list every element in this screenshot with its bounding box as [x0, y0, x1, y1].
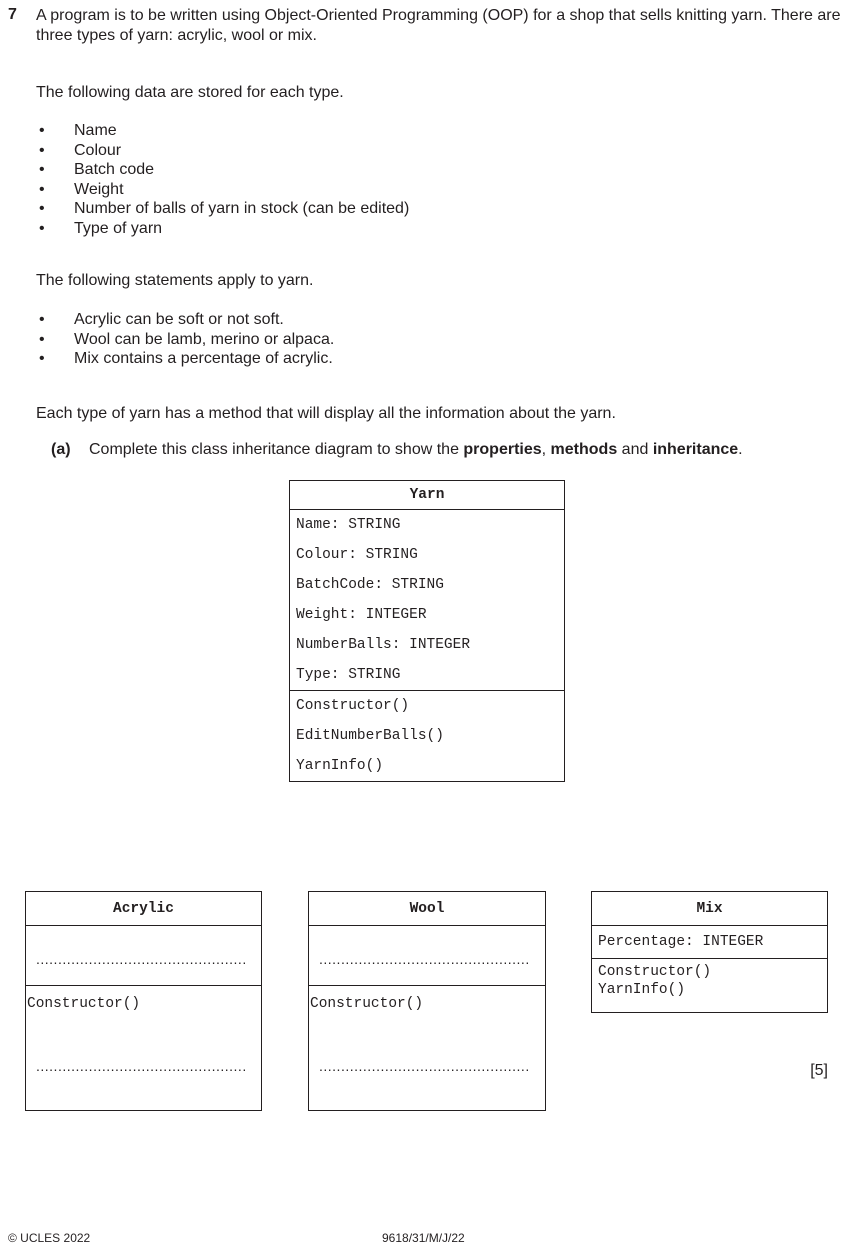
footer-copyright: © UCLES 2022 [8, 1231, 91, 1245]
acrylic-class-box [25, 891, 262, 1111]
bullet-icon: • [39, 200, 45, 217]
bullet-icon: • [39, 161, 45, 178]
acrylic-class-title: Acrylic [26, 892, 261, 926]
yarn-method: EditNumberBalls() [296, 728, 444, 744]
question-number: 7 [8, 6, 17, 23]
statements-intro: The following statements apply to yarn. [36, 272, 314, 289]
wool-class-title: Wool [309, 892, 545, 926]
bullet-icon: • [39, 219, 45, 237]
acrylic-method-answer-line[interactable]: ................................................ [36, 1058, 247, 1074]
list-item: • Name [39, 122, 117, 139]
wool-methods-divider [309, 985, 545, 986]
method-description: Each type of yarn has a method that will display all the information about the yarn. [36, 405, 616, 422]
yarn-property: Type: STRING [296, 667, 401, 683]
list-item: • Type of yarn [39, 219, 163, 237]
statements-list [36, 310, 334, 369]
list-item: • Number of balls of yarn in stock (can be edited) [39, 200, 410, 217]
mix-method: YarnInfo() [598, 982, 686, 998]
part-a-instruction: Complete this class inheritance diagram to show the properties, methods and inheritance. [89, 441, 743, 458]
question-intro: A program is to be written using Object-Oriented Programming (OOP) for a shop that sells knitting yarn. There are three types of yarn: acrylic, wool or mix. [36, 7, 841, 44]
marks-indicator: [5] [810, 1062, 828, 1079]
list-item: • Colour [39, 141, 122, 159]
footer-paper-code: 9618/31/M/J/22 [382, 1231, 465, 1245]
mix-method: Constructor() [598, 964, 712, 980]
mix-property: Percentage: INTEGER [598, 934, 764, 950]
list-item: • Wool can be lamb, merino or alpaca. [39, 330, 335, 348]
bullet-icon: • [39, 180, 45, 198]
yarn-property: Name: STRING [296, 517, 401, 533]
bullet-icon: • [39, 350, 45, 367]
wool-method-answer-line[interactable]: ................................................ [319, 1058, 530, 1074]
wool-property-answer-line[interactable]: ................................................ [319, 951, 530, 967]
yarn-method: Constructor() [296, 698, 410, 714]
part-a-label: (a) [51, 441, 71, 458]
bullet-icon: • [39, 311, 45, 328]
yarn-property: Weight: INTEGER [296, 607, 427, 623]
mix-class-box [591, 891, 828, 1013]
bullet-icon: • [39, 330, 45, 348]
acrylic-methods-divider [26, 985, 261, 986]
yarn-property: Colour: STRING [296, 547, 418, 563]
data-items-list [36, 121, 409, 238]
mix-class-title: Mix [592, 892, 827, 926]
list-item: • Batch code [39, 161, 155, 178]
yarn-property: NumberBalls: INTEGER [296, 637, 471, 653]
yarn-class-box [289, 480, 565, 782]
wool-class-box [308, 891, 546, 1111]
list-item: • Acrylic can be soft or not soft. [39, 311, 284, 328]
bullet-icon: • [39, 122, 45, 139]
data-intro: The following data are stored for each type. [36, 84, 344, 101]
yarn-method: YarnInfo() [296, 758, 384, 774]
list-item: • Mix contains a percentage of acrylic. [39, 350, 333, 367]
acrylic-method: Constructor() [27, 996, 141, 1012]
acrylic-property-answer-line[interactable]: ................................................ [36, 951, 247, 967]
wool-method: Constructor() [310, 996, 424, 1012]
yarn-property: BatchCode: STRING [296, 577, 444, 593]
yarn-class-title: Yarn [290, 481, 564, 510]
list-item: • Weight [39, 180, 124, 198]
bullet-icon: • [39, 141, 45, 159]
